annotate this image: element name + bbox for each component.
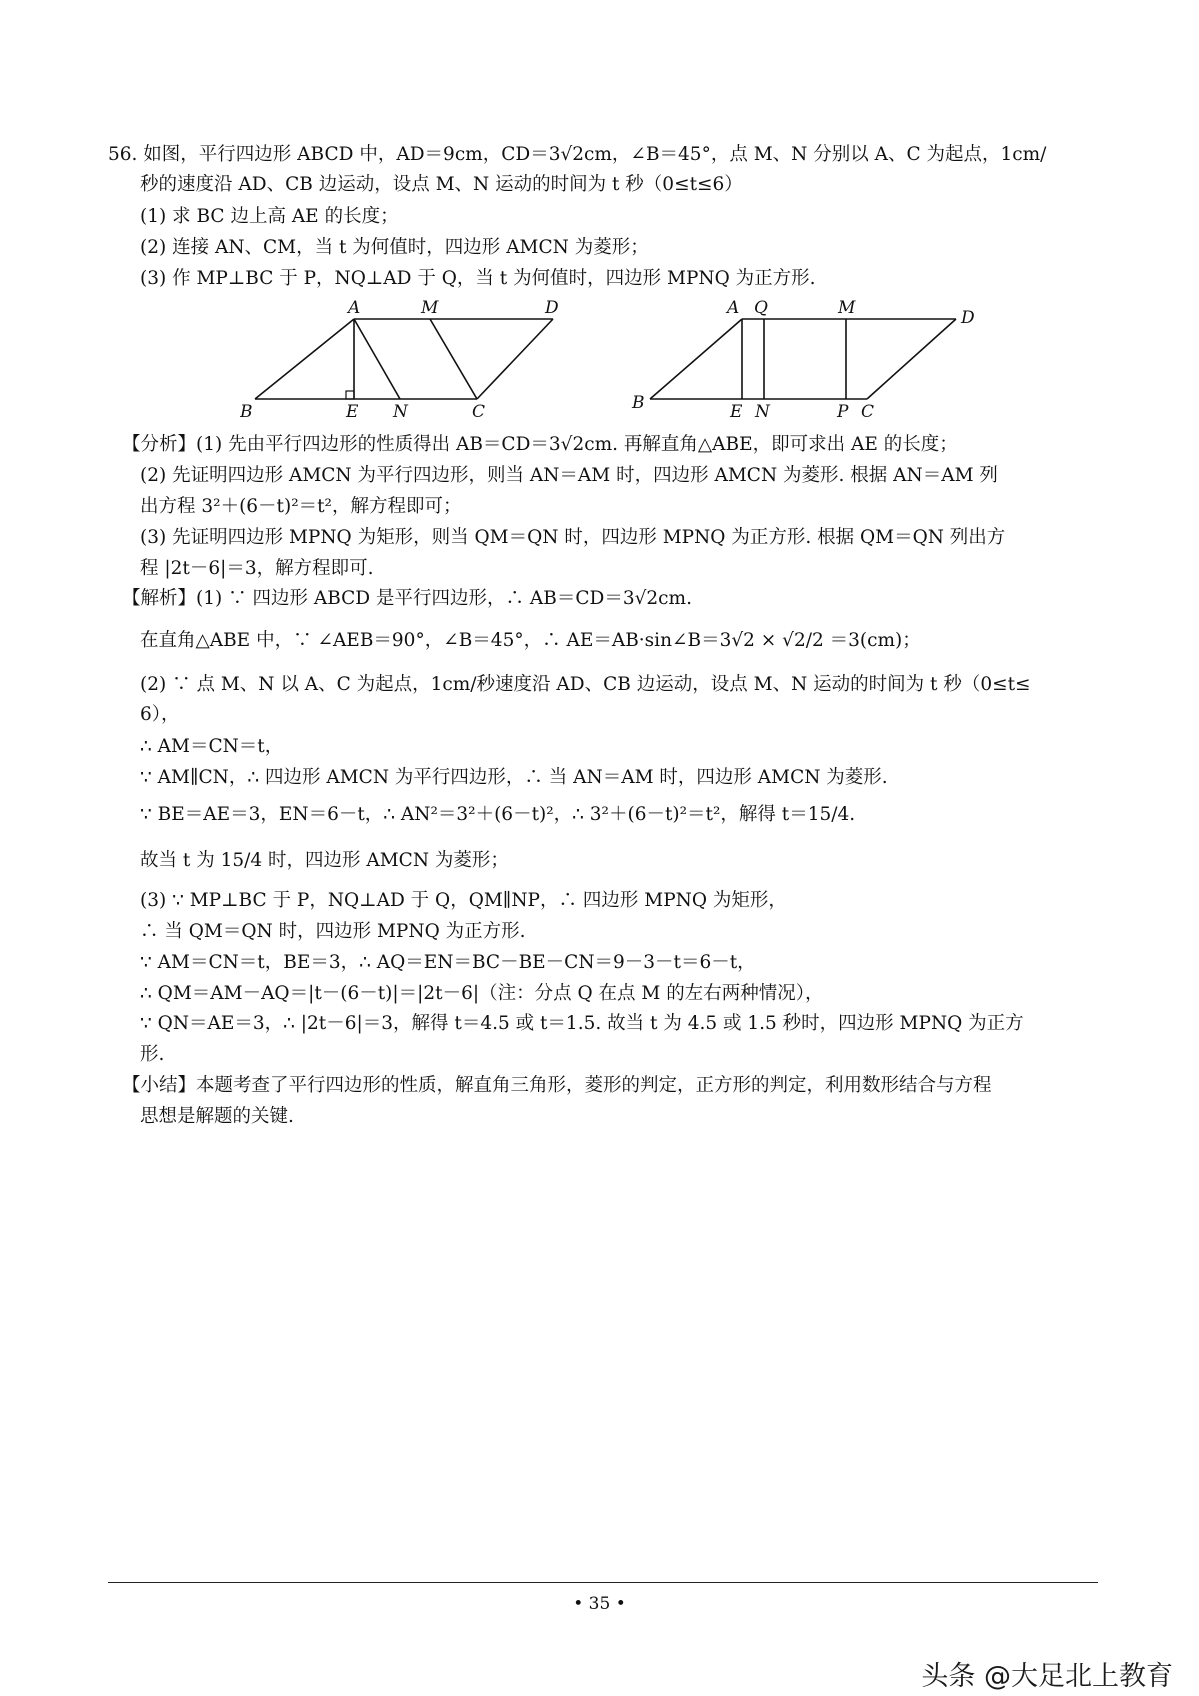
solution-line-8: 故当 t 为 15/4 时，四边形 AMCN 为菱形； bbox=[140, 850, 509, 871]
summary-line-1: 【小结】本题考查了平行四边形的性质，解直角三角形，菱形的判定，正方形的判定，利用数形结合与方程 bbox=[122, 1075, 992, 1096]
solution-line-2: 在直角△ABE 中，∵ ∠AEB＝90°，∠B＝45°，∴ AE＝AB·sin∠B＝3√2 × √2/2 ＝3(cm)； bbox=[140, 630, 921, 651]
solution-line-6: ∵ AM∥CN，∴ 四边形 AMCN 为平行四边形，∴ 当 AN＝AM 时，四边形 AMCN 为菱形. bbox=[140, 767, 888, 788]
label-b: B bbox=[632, 393, 645, 413]
segment-dc bbox=[867, 319, 956, 399]
solution-line-5: ∴ AM＝CN＝t， bbox=[140, 736, 284, 757]
solution-line-9: (3) ∵ MP⊥BC 于 P，NQ⊥AD 于 Q，QM∥NP，∴ 四边形 MPNQ 为矩形， bbox=[140, 890, 787, 911]
problem-line-2: 秒的速度沿 AD、CB 边运动，设点 M、N 运动的时间为 t 秒（0≤t≤6） bbox=[140, 174, 743, 195]
figure-1-diagram bbox=[240, 296, 590, 431]
segment-dc bbox=[477, 319, 553, 399]
label-m: M bbox=[421, 298, 439, 318]
page-number: • 35 • bbox=[573, 1594, 626, 1614]
analysis-line-2: (2) 先证明四边形 AMCN 为平行四边形，则当 AN＝AM 时，四边形 AMCN 为菱形. 根据 AN＝AM 列 bbox=[140, 465, 998, 486]
footer-rule bbox=[108, 1582, 1098, 1583]
label-q: Q bbox=[754, 298, 768, 318]
analysis-line-3: 出方程 3²＋(6－t)²＝t²，解方程即可； bbox=[140, 496, 462, 517]
segment-ab bbox=[650, 319, 742, 399]
label-a: A bbox=[727, 298, 740, 318]
figure-2-diagram bbox=[630, 296, 990, 431]
label-n: N bbox=[755, 402, 770, 422]
problem-line-3: (1) 求 BC 边上高 AE 的长度； bbox=[140, 206, 399, 227]
solution-line-13: ∵ QN＝AE＝3，∴ |2t－6|＝3，解得 t＝4.5 或 t＝1.5. 故当 t 为 4.5 或 1.5 秒时，四边形 MPNQ 为正方 bbox=[140, 1013, 1024, 1034]
label-c: C bbox=[861, 402, 875, 422]
solution-line-7: ∵ BE＝AE＝3，EN＝6－t，∴ AN²＝3²＋(6－t)²，∴ 3²＋(6－t)²＝t²，解得 t＝15/4. bbox=[140, 804, 856, 825]
label-d: D bbox=[545, 298, 559, 318]
label-e: E bbox=[346, 402, 359, 422]
solution-line-3: (2) ∵ 点 M、N 以 A、C 为起点，1cm/秒速度沿 AD、CB 边运动，设点 M、N 运动的时间为 t 秒（0≤t≤ bbox=[140, 674, 1031, 695]
problem-line-4: (2) 连接 AN、CM，当 t 为何值时，四边形 AMCN 为菱形； bbox=[140, 237, 649, 258]
solution-line-14: 形. bbox=[140, 1044, 165, 1065]
label-b: B bbox=[240, 402, 253, 422]
solution-line-10: ∴ 当 QM＝QN 时，四边形 MPNQ 为正方形. bbox=[140, 921, 526, 942]
label-p: P bbox=[837, 402, 849, 422]
label-m: M bbox=[838, 298, 856, 318]
label-c: C bbox=[472, 402, 486, 422]
segment-an bbox=[354, 319, 400, 399]
watermark: 头条 @大足北上教育 bbox=[921, 1661, 1173, 1692]
segment-mc bbox=[430, 319, 477, 399]
solution-line-1: 【解析】(1) ∵ 四边形 ABCD 是平行四边形，∴ AB＝CD＝3√2cm. bbox=[122, 588, 692, 609]
solution-line-4: 6）， bbox=[140, 704, 180, 725]
analysis-line-4: (3) 先证明四边形 MPNQ 为矩形，则当 QM＝QN 时，四边形 MPNQ 为正方形. 根据 QM＝QN 列出方 bbox=[140, 527, 1006, 548]
label-a: A bbox=[348, 298, 361, 318]
right-angle-marker bbox=[346, 391, 354, 399]
summary-line-2: 思想是解题的关键. bbox=[140, 1106, 294, 1127]
segment-ab bbox=[255, 319, 354, 399]
label-d: D bbox=[961, 308, 975, 328]
solution-line-12: ∴ QM＝AM－AQ＝|t－(6－t)|＝|2t－6|（注：分点 Q 在点 M 的左右两种情况）， bbox=[140, 983, 824, 1004]
analysis-line-5: 程 |2t－6|＝3，解方程即可. bbox=[140, 558, 374, 579]
label-n: N bbox=[393, 402, 408, 422]
analysis-line-1: 【分析】(1) 先由平行四边形的性质得出 AB＝CD＝3√2cm. 再解直角△ABE，即可求出 AE 的长度； bbox=[122, 434, 958, 455]
problem-line-1: 56. 如图，平行四边形 ABCD 中，AD＝9cm，CD＝3√2cm，∠B＝45°，点 M、N 分别以 A、C 为起点，1cm/ bbox=[108, 144, 1047, 165]
solution-line-11: ∵ AM＝CN＝t，BE＝3，∴ AQ＝EN＝BC－BE－CN＝9－3－t＝6－t， bbox=[140, 952, 756, 973]
label-e: E bbox=[730, 402, 743, 422]
problem-line-5: (3) 作 MP⊥BC 于 P，NQ⊥AD 于 Q，当 t 为何值时，四边形 MPNQ 为正方形. bbox=[140, 268, 816, 289]
